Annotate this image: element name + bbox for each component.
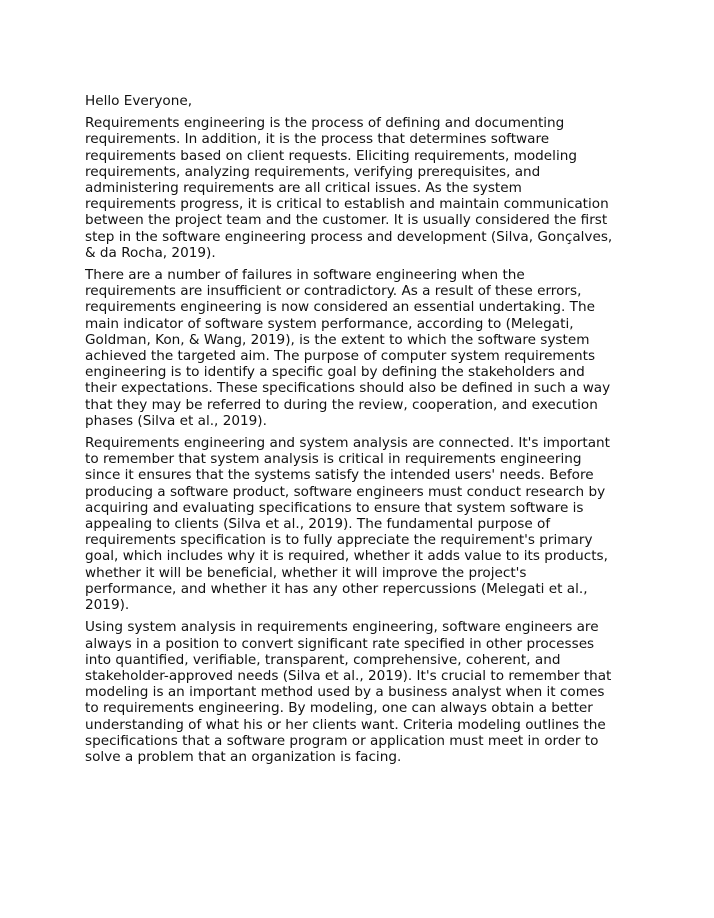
greeting-text: Hello Everyone,: [85, 93, 193, 109]
document-page: [85, 93, 635, 771]
paragraph-1: Requirements engineering is the process of defining and documenting requirements. In addition, it is the process that determines software requirements based on client requests. Eliciting requirements, modeling requirements, analyzing requirements, verifying prerequisites, and administering requirements are all critical issues. As the system requirements progress, it is critical to establish and maintain communication between the project team and the customer. It is usually considered the first step in the software engineering process and development (Silva, Gonçalves, & da Rocha, 2019).: [85, 115, 613, 261]
paragraph-4: Using system analysis in requirements engineering, software engineers are always in a position to convert significant rate specified in other processes into quantified, verifiable, transparent, comprehensive, coherent, and stakeholder-approved needs (Silva et al., 2019). It's crucial to remember that modeling is an important method used by a business analyst when it comes to requirements engineering. By modeling, one can always obtain a better understanding of what his or her clients want. Criteria modeling outlines the specifications that a software program or application must meet in order to solve a problem that an organization is facing.: [85, 619, 612, 765]
paragraph-3: Requirements engineering and system analysis are connected. It's important to remember that system analysis is critical in requirements engineering since it ensures that the systems satisfy the intended users' needs. Before producing a software product, software engineers must conduct research by acquiring and evaluating specifications to ensure that system software is appealing to clients (Silva et al., 2019). The fundamental purpose of requirements specification is to fully appreciate the requirement's primary goal, which includes why it is required, whether it adds value to its products, whether it will be beneficial, whether it will improve the project's performance, and whether it has any other repercussions (Melegati et al., 2019).: [85, 435, 610, 614]
paragraph-2: There are a number of failures in software engineering when the requirements are insufficient or contradictory. As a result of these errors, requirements engineering is now considered an essential undertaking. The main indicator of software system performance, according to (Melegati, Goldman, Kon, & Wang, 2019), is the extent to which the software system achieved the targeted aim. The purpose of computer system requirements engineering is to identify a specific goal by defining the stakeholders and their expectations. These specifications should also be defined in such a way that they may be referred to during the review, cooperation, and execution phases (Silva et al., 2019).: [85, 267, 611, 429]
